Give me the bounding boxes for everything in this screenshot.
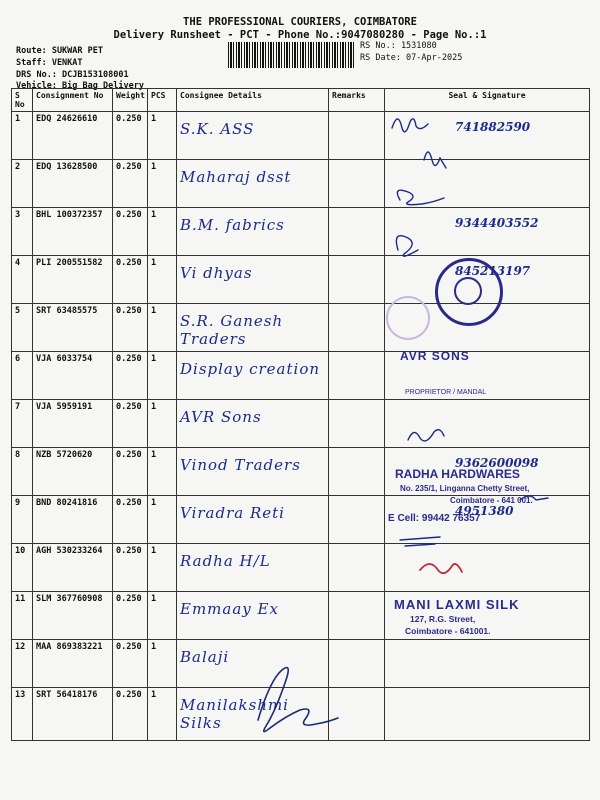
row-weight: 0.250 — [113, 592, 148, 640]
row-consignment-no: SLM 367760908 — [33, 592, 113, 640]
radha-stamp-city: Coimbatore - 641 001. — [450, 496, 533, 505]
bottom-signature — [258, 668, 338, 732]
route-label: Route: SUKWAR PET — [16, 46, 103, 56]
row-consignee: Emmaay Ex — [177, 592, 329, 640]
row-sno: 3 — [12, 208, 33, 256]
row-pcs: 1 — [148, 304, 177, 352]
mani-laxmi-stamp-name: MANI LAXMI SILK — [394, 597, 520, 612]
row-consignment-no: BHL 100372357 — [33, 208, 113, 256]
row-sno: 11 — [12, 592, 33, 640]
row-consignment-no: BND 80241816 — [33, 496, 113, 544]
row-consignment-no: MAA 869383221 — [33, 640, 113, 688]
avr-sons-stamp: AVR SONS — [400, 349, 470, 363]
mani-laxmi-stamp-city: Coimbatore - 641001. — [405, 626, 491, 636]
row-pcs: 1 — [148, 496, 177, 544]
drs-label: DRS No.: DCJB153108001 — [16, 70, 129, 80]
row-sno: 9 — [12, 496, 33, 544]
handwritten-phone-number: 9344403552 — [455, 216, 539, 230]
row-consignee: B.M. fabrics — [177, 208, 329, 256]
vehicle-label: Vehicle: Big Bag Delivery — [16, 81, 144, 91]
row-consignment-no: PLI 200551582 — [33, 256, 113, 304]
row-sno: 6 — [12, 352, 33, 400]
row-consignee: Viradra Reti — [177, 496, 329, 544]
radha-stamp-address: No. 235/1, Linganna Chetty Street, — [400, 484, 530, 493]
row-pcs: 1 — [148, 256, 177, 304]
row-weight: 0.250 — [113, 160, 148, 208]
row-sno: 10 — [12, 544, 33, 592]
row-consignee: AVR Sons — [177, 400, 329, 448]
row-weight: 0.250 — [113, 304, 148, 352]
row-sno: 1 — [12, 112, 33, 160]
row-weight: 0.250 — [113, 400, 148, 448]
row-weight: 0.250 — [113, 496, 148, 544]
row-consignment-no: AGH 530233264 — [33, 544, 113, 592]
handwritten-phone-number: 845213197 — [455, 264, 531, 278]
rs-number: RS No.: 1531080 — [360, 41, 437, 51]
row-consignment-no: VJA 5959191 — [33, 400, 113, 448]
rs-date: RS Date: 07-Apr-2025 — [360, 53, 463, 63]
row-weight: 0.250 — [113, 640, 148, 688]
row-consignment-no: EDQ 13628500 — [33, 160, 113, 208]
row-weight: 0.250 — [113, 208, 148, 256]
row-consignee: Display creation — [177, 352, 329, 400]
row-weight: 0.250 — [113, 688, 148, 741]
emmaay-stamp: E Cell: 99442 76357 — [388, 513, 481, 524]
radha-stamp-name: RADHA HARDWARES — [395, 467, 520, 481]
row-pcs: 1 — [148, 592, 177, 640]
row-pcs: 1 — [148, 688, 177, 741]
row-pcs: 1 — [148, 400, 177, 448]
row-sno: 13 — [12, 688, 33, 741]
row-consignee: Balaji — [177, 640, 329, 688]
row-weight: 0.250 — [113, 544, 148, 592]
row-consignee: S.K. ASS — [177, 112, 329, 160]
row-consignment-no: EDQ 24626610 — [33, 112, 113, 160]
handwritten-phone-number: 4951380 — [455, 504, 514, 518]
row-weight: 0.250 — [113, 352, 148, 400]
row-consignment-no: SRT 63485575 — [33, 304, 113, 352]
row-sno: 4 — [12, 256, 33, 304]
row-sno: 2 — [12, 160, 33, 208]
row-consignee: S.R. Ganesh Traders — [177, 304, 329, 352]
row-sno: 7 — [12, 400, 33, 448]
company-title: THE PROFESSIONAL COURIERS, COIMBATORE — [183, 16, 417, 28]
row-consignee: Maharaj dsst — [177, 160, 329, 208]
row-sno: 8 — [12, 448, 33, 496]
col-seal: Seal & Signature — [385, 89, 590, 112]
row-consignee: Manilakshmi Silks — [177, 688, 329, 741]
row-weight: 0.250 — [113, 256, 148, 304]
col-consignee: Consignee Details — [177, 89, 329, 112]
row-pcs: 1 — [148, 160, 177, 208]
row-pcs: 1 — [148, 448, 177, 496]
row-consignee: Vi dhyas — [177, 256, 329, 304]
handwritten-phone-number: 9362600098 — [455, 456, 539, 470]
row-consignment-no: NZB 5720620 — [33, 448, 113, 496]
col-sno: S No — [12, 89, 33, 112]
row-pcs: 1 — [148, 112, 177, 160]
staff-label: Staff: VENKAT — [16, 58, 83, 68]
runsheet-subtitle: Delivery Runsheet - PCT - Phone No.:9047080280 - Page No.:1 — [113, 29, 487, 41]
row-pcs: 1 — [148, 208, 177, 256]
vinod-stamp: PROPRIETOR / MANDAL — [405, 389, 487, 396]
col-weight: Weight — [113, 89, 148, 112]
mani-laxmi-stamp-address: 127, R.G. Street, — [410, 614, 476, 624]
row-sno: 12 — [12, 640, 33, 688]
col-remarks: Remarks — [329, 89, 385, 112]
row-consignment-no: SRT 56418176 — [33, 688, 113, 741]
col-consignment: Consignment No — [33, 89, 113, 112]
row-weight: 0.250 — [113, 448, 148, 496]
row-consignment-no: VJA 6033754 — [33, 352, 113, 400]
row-pcs: 1 — [148, 640, 177, 688]
row-consignee: Vinod Traders — [177, 448, 329, 496]
col-pcs: PCS — [148, 89, 177, 112]
row-pcs: 1 — [148, 544, 177, 592]
handwritten-phone-number: 741882590 — [455, 120, 531, 134]
row-consignee: Radha H/L — [177, 544, 329, 592]
row-sno: 5 — [12, 304, 33, 352]
row-pcs: 1 — [148, 352, 177, 400]
row-weight: 0.250 — [113, 112, 148, 160]
